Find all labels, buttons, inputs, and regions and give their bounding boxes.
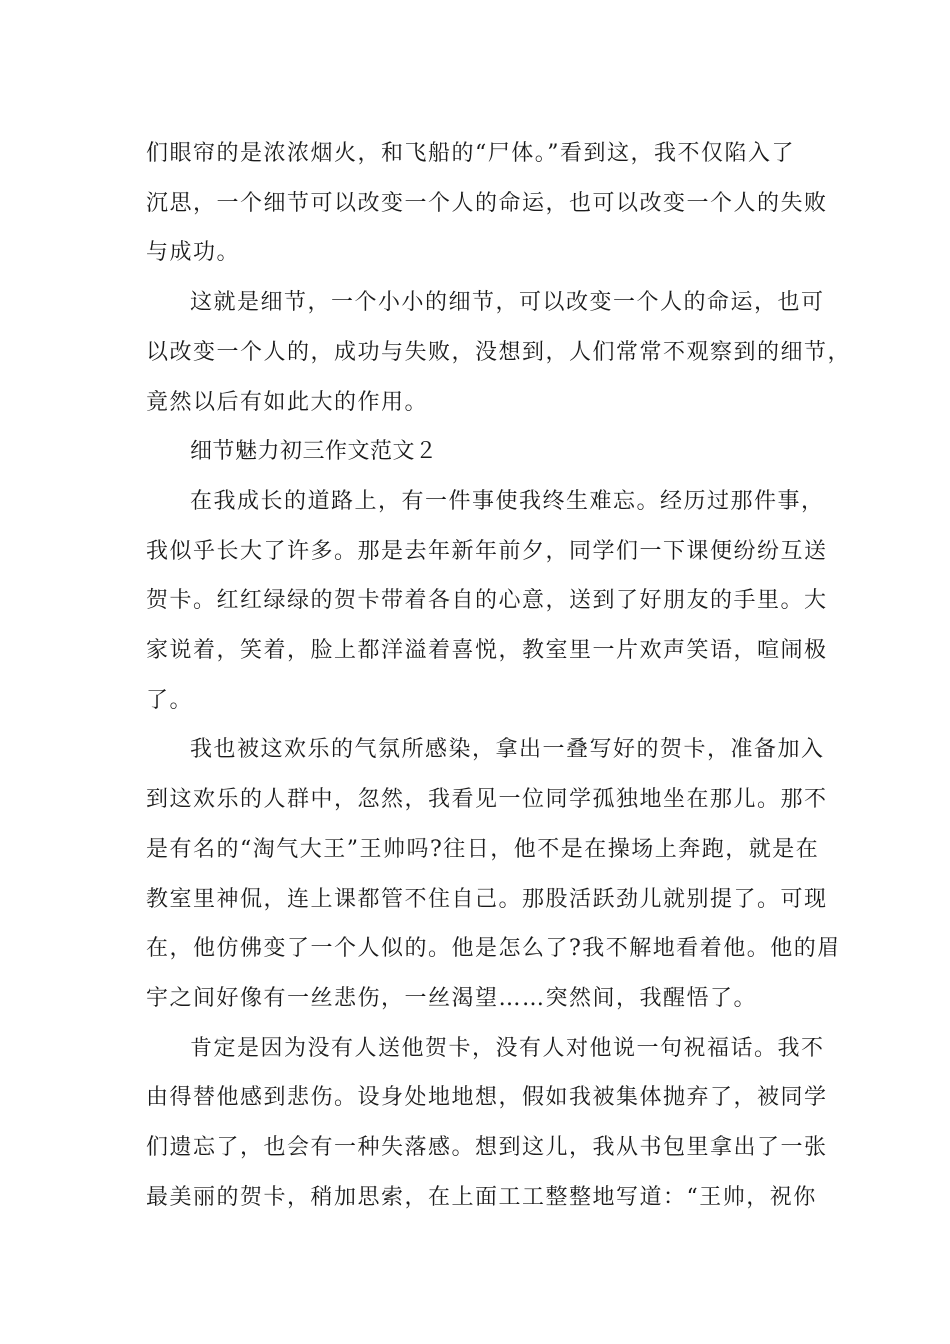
text-line: 了。 (146, 687, 194, 713)
document-body (146, 129, 852, 1222)
paragraph (146, 477, 828, 726)
paragraph-continuation (146, 129, 828, 278)
text-line: 贺卡。红红绿绿的贺卡带着各自的心意，送到了好朋友的手里。大 (146, 588, 828, 614)
paragraph (146, 278, 852, 427)
text-line: 到这欢乐的人群中，忽然，我看见一位同学孤独地坐在那儿。那不 (146, 787, 828, 813)
heading-text: 细节魅力初三作文范文２ (190, 439, 438, 465)
text-line: 我也被这欢乐的气氛所感染，拿出一叠写好的贺卡，准备加入 (190, 737, 825, 763)
section-heading (146, 427, 806, 477)
text-line: 家说着，笑着，脸上都洋溢着喜悦，教室里一片欢声笑语，喧闹极 (146, 638, 828, 664)
text-line: 由得替他感到悲伤。设身处地地想，假如我被集体抛弃了，被同学 (146, 1085, 828, 1111)
text-line: 们眼帘的是浓浓烟火，和飞船的“尸体。”看到这，我不仅陷入了 (146, 141, 795, 166)
text-line: 竟然以后有如此大的作用。 (146, 389, 429, 415)
text-line: 这就是细节，一个小小的细节，可以改变一个人的命运，也可 (190, 290, 825, 316)
text-line: 我似乎长大了许多。那是去年新年前夕，同学们一下课便纷纷互送 (146, 538, 828, 564)
text-line: 以改变一个人的，成功与失败，没想到，人们常常不观察到的细节， (146, 339, 852, 365)
text-line: 教室里神侃，连上课都管不住自己。那股活跃劲儿就别提了。可现 (146, 886, 828, 912)
paragraph (146, 1024, 828, 1223)
text-line: 在我成长的道路上，有一件事使我终生难忘。经历过那件事， (190, 488, 825, 514)
text-line: 在，他仿佛变了一个人似的。他是怎么了?我不解地看着他。他的眉 (146, 936, 841, 962)
text-line: 与成功。 (146, 240, 241, 266)
paragraph (146, 725, 841, 1023)
text-line: 沉思，一个细节可以改变一个人的命运，也可以改变一个人的失败 (146, 190, 828, 216)
text-line: 是有名的“淘气大王”王帅吗?往日，他不是在操场上奔跑，就是在 (146, 836, 820, 862)
text-line: 最美丽的贺卡，稍加思索，在上面工工整整地写道：“王帅，祝你 (146, 1184, 817, 1210)
text-line: 肯定是因为没有人送他贺卡，没有人对他说一句祝福话。我不 (190, 1035, 825, 1061)
text-line: 们遗忘了，也会有一种失落感。想到这儿，我从书包里拿出了一张 (146, 1135, 828, 1161)
text-line: 宇之间好像有一丝悲伤，一丝渴望……突然间，我醒悟了。 (146, 985, 758, 1011)
